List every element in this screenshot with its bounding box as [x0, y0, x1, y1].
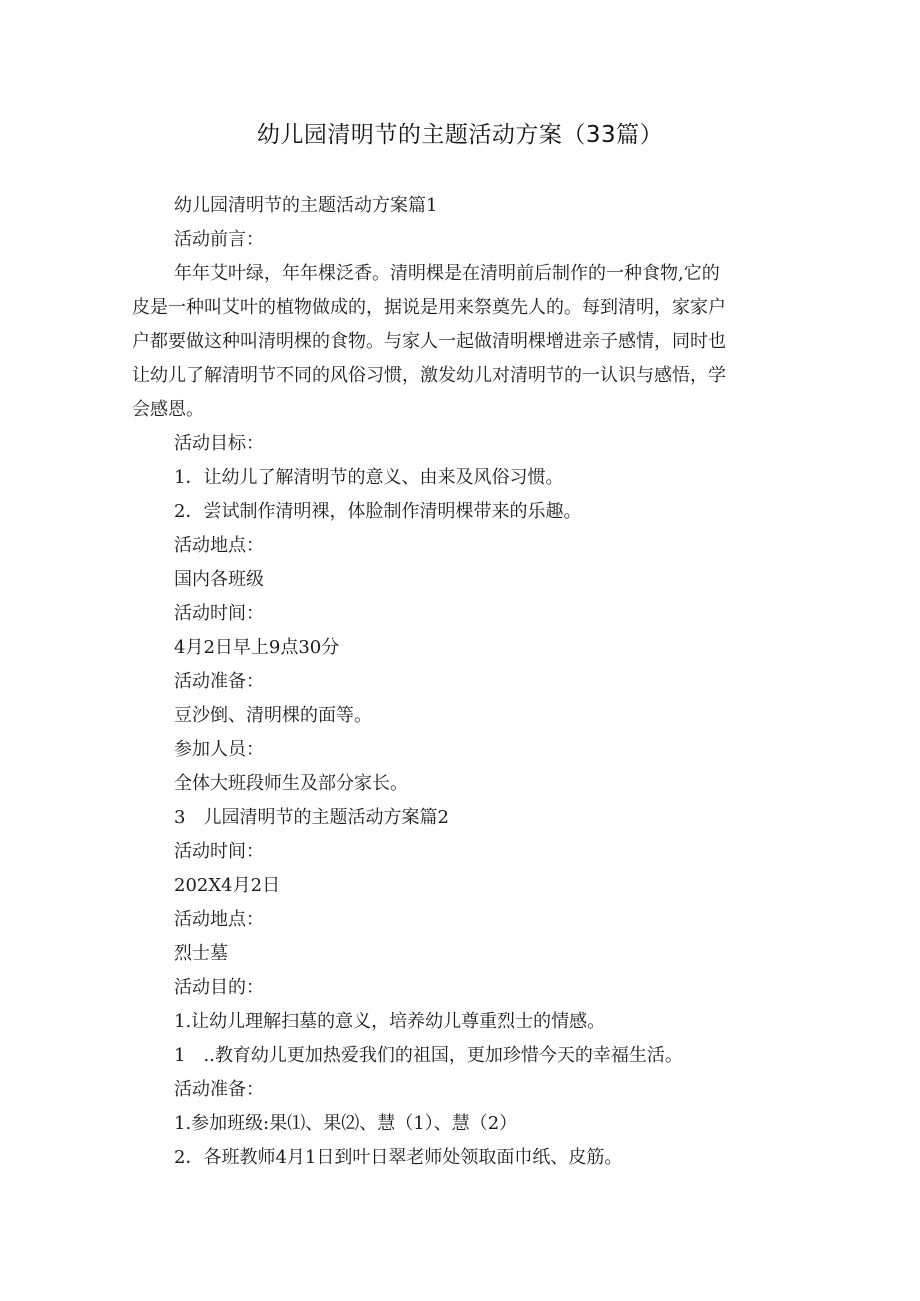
label-time: 活动时间：	[174, 603, 264, 624]
intro-line: 让幼儿了解清明节不同的风俗习惯，激发幼儿对清明节的一认识与感悟，学	[132, 365, 726, 386]
intro-paragraph	[132, 257, 788, 427]
label-preparation: 活动准备：	[174, 1079, 264, 1100]
label-location: 活动地点：	[174, 535, 264, 556]
value-time: 202X4月2日	[174, 875, 281, 896]
list-item: 1 ..教育幼儿更加热爱我们的祖国，更加珍惜今天的幸福生活。	[174, 1045, 683, 1066]
list-item: 1.参加班级:果⑴、果⑵、慧（1）、慧（2）	[174, 1113, 518, 1134]
value-location: 烈士墓	[174, 943, 228, 964]
list-item: 2．尝试制作清明裸，体脸制作清明棵带来的乐趣。	[174, 501, 582, 522]
intro-line: 年年艾叶绿，年年棵泛香。清明棵是在清明前后制作的一种食物,它的	[174, 263, 720, 284]
label-purpose: 活动目的：	[174, 977, 264, 998]
document-title: 幼儿园清明节的主题活动方案（33篇）	[256, 122, 664, 148]
intro-line: 会感恩。	[132, 399, 204, 420]
label-goals: 活动目标：	[174, 433, 264, 454]
label-participants: 参加人员：	[174, 739, 264, 760]
label-preface: 活动前言：	[174, 229, 264, 250]
value-location: 国内各班级	[174, 569, 264, 590]
label-preparation: 活动准备：	[174, 671, 264, 692]
section-heading-2: 3 儿园清明节的主题活动方案篇2	[174, 807, 449, 828]
section-heading-1: 幼儿园清明节的主题活动方案篇1	[174, 195, 438, 216]
list-item: 2．各班教师4月1日到叶日翠老师处领取面巾纸、皮筋。	[174, 1147, 623, 1168]
intro-line: 户都要做这种叫清明棵的食物。与家人一起做清明棵增进亲子感情，同时也	[132, 331, 726, 352]
document-body	[132, 189, 792, 1175]
list-item: 1．让幼儿了解清明节的意义、由来及风俗习惯。	[174, 467, 564, 488]
intro-line: 皮是一种叫艾叶的植物做成的，据说是用来祭奠先人的。每到清明，家家户	[132, 297, 726, 318]
label-location: 活动地点：	[174, 909, 264, 930]
value-preparation: 豆沙倒、清明棵的面等。	[174, 705, 372, 726]
label-time: 活动时间：	[174, 841, 264, 862]
value-participants: 全体大班段师生及部分家长。	[174, 773, 408, 794]
list-item: 1.让幼儿理解扫墓的意义，培养幼儿尊重烈士的情感。	[174, 1011, 606, 1032]
value-time: 4月2日早上9点30分	[174, 637, 340, 658]
